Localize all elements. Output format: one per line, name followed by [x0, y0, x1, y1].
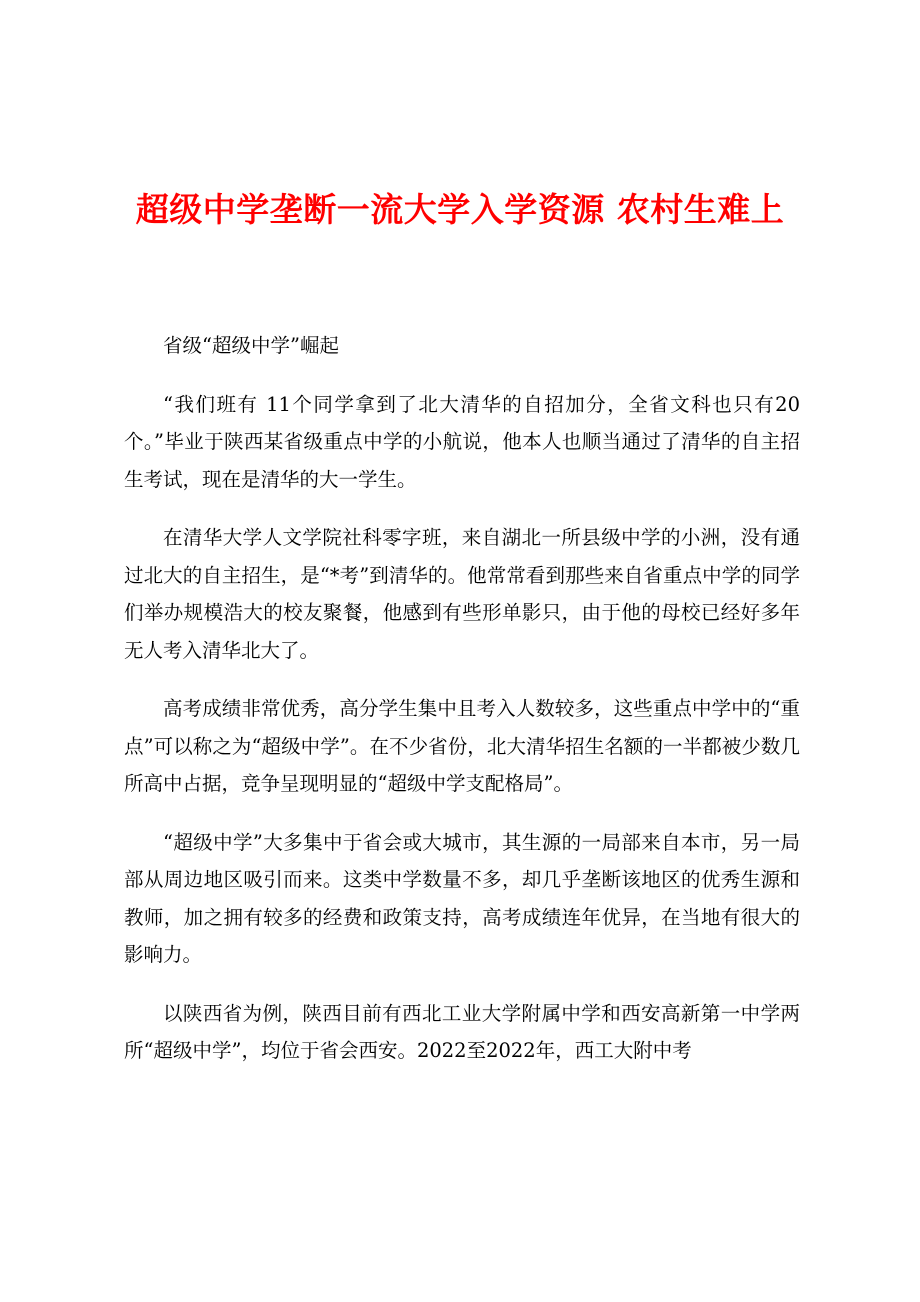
paragraph: “我们班有 11个同学拿到了北大清华的自招加分，全省文科也只有20个。”毕业于陕西某省级重点中学的小航说，他本人也顺当通过了清华的自主招生考试，现在是清华的大一学生。: [124, 392, 800, 491]
paragraph: 高考成绩非常优秀，高分学生集中且考入人数较多，这些重点中学中的“重点”可以称之为“超级中学”。在不少省份，北大清华招生名额的一半都被少数几所高中占据，竞争呈现明显的“超级中学支配格局”。: [124, 697, 800, 795]
document-title: 超级中学垄断一流大学入学资源 农村生难上: [135, 190, 785, 229]
document-body: [124, 327, 800, 1091]
paragraph-subheading: 省级“超级中学”崛起: [163, 334, 339, 357]
paragraph: 在清华大学人文学院社科零字班，来自湖北一所县级中学的小洲，没有通过北大的自主招生，是“*考”到清华的。他常常看到那些来自省重点中学的同学们举办规模浩大的校友聚餐，他感到有些形单影只，由于他的母校已经好多年无人考入清华北大了。: [124, 526, 800, 662]
paragraph: 以陕西省为例，陕西目前有西北工业大学附属中学和西安高新第一中学两所“超级中学”，均位于省会西安。2022至2022年，西工大附中考: [124, 1001, 800, 1062]
paragraph: “超级中学”大多集中于省会或大城市，其生源的一局部来自本市，另一局部从周边地区吸引而来。这类中学数量不多，却几乎垄断该地区的优秀生源和教师，加之拥有较多的经费和政策支持，高考成绩连年优异，在当地有很大的影响力。: [124, 830, 800, 966]
